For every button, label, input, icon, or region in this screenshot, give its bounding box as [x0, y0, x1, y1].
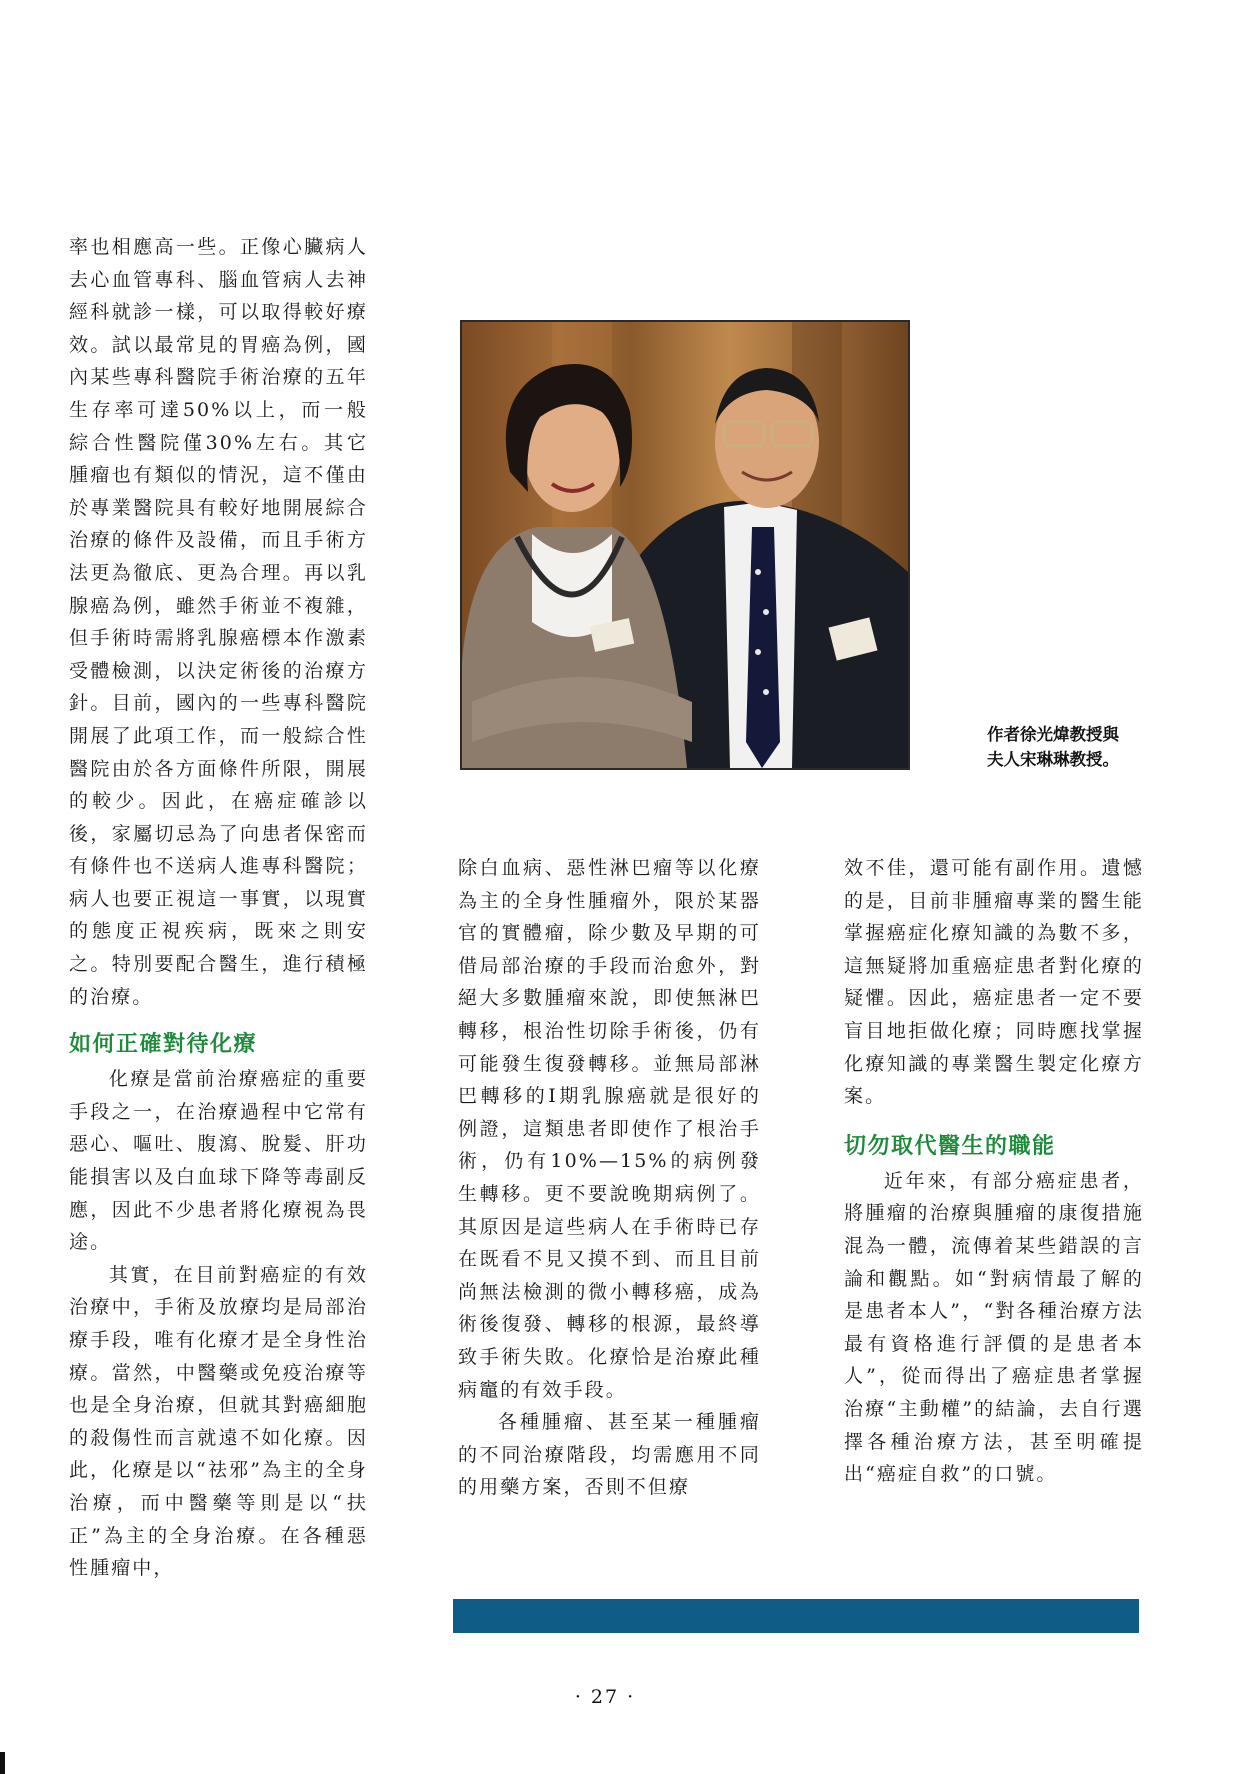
scan-corner-mark [0, 1752, 5, 1774]
middle-paragraph-2: 各種腫瘤、甚至某一種腫瘤的不同治療階段，均需應用不同的用藥方案，否則不但療 [458, 1411, 761, 1499]
left-column [69, 231, 368, 1585]
photo-caption [987, 722, 1157, 772]
left-paragraph-1: 化療是當前治療癌症的重要手段之一，在治療過程中它常有惡心、嘔吐、腹瀉、脫髮、肝功能損害以及白血球下降等毒副反應，因此不少患者將化療視為畏途。 [69, 1068, 368, 1254]
author-photo [460, 320, 910, 770]
right-paragraph-2: 近年來，有部分癌症患者，將腫瘤的治療與腫瘤的康復措施混為一體，流傳着某些錯誤的言論和觀點。如“對病情最了解的是患者本人”，“對各種治療方法最有資格進行評價的是患者本人”，從而得出了癌症患者掌握治療“主動權”的結論，去自行選擇各種治療方法，甚至明確提出“癌症自救”的口號。 [844, 1169, 1144, 1486]
middle-column [458, 852, 761, 1504]
left-paragraph-2: 其實，在目前對癌症的有效治療中，手術及放療均是局部治療手段，唯有化療才是全身性治療。當然，中醫藥或免疫治療等也是全身治療，但就其對癌細胞的殺傷性而言就遠不如化療。因此，化療是以“祛邪”為主的全身治療，而中醫藥等則是以“扶正”為主的全身治療。在各種惡性腫瘤中， [69, 1263, 368, 1580]
caption-line-1: 作者徐光煒教授與 [987, 725, 1119, 744]
left-intro-paragraph: 率也相應高一些。正像心臟病人去心血管專科、腦血管病人去神經科就診一樣，可以取得較好療效。試以最常見的胃癌為例，國內某些專科醫院手術治療的五年生存率可達50%以上，而一般綜合性醫院僅30%左右。其它腫瘤也有類似的情況，這不僅由於專業醫院具有較好地開展綜合治療的條件及設備，而且手術方法更為徹底、更為合理。再以乳腺癌為例，雖然手術並不複雜，但手術時需將乳腺癌標本作激素受體檢測，以決定術後的治療方針。目前，國內的一些專科醫院開展了此項工作，而一般綜合性醫院由於各方面條件所限，開展的較少。因此，在癌症確診以後，家屬切忌為了向患者保密而有條件也不送病人進專科醫院；病人也要正視這一事實，以現實的態度正視疾病，既來之則安之。特別要配合醫生，進行積極的治療。 [69, 236, 368, 1008]
right-paragraph-1: 效不佳，還可能有副作用。遺憾的是，目前非腫瘤專業的醫生能掌握癌症化療知識的為數不多，這無疑將加重癌症患者對化療的疑懼。因此，癌症患者一定不要盲目地拒做化療；同時應找掌握化療知識的專業醫生製定化療方案。 [844, 857, 1144, 1108]
middle-paragraph-1: 除白血病、惡性淋巴瘤等以化療為主的全身性腫瘤外，限於某器官的實體瘤，除少數及早期的可借局部治療的手段而治愈外，對絕大多數腫瘤來說，即使無淋巴轉移，根治性切除手術後，仍有可能發生復發轉移。並無局部淋巴轉移的I期乳腺癌就是很好的例證，這類患者即使作了根治手術，仍有10%—15%的病例發生轉移。更不要說晚期病例了。其原因是這些病人在手術時已存在既看不見又摸不到、而且目前尚無法檢測的微小轉移癌，成為術後復發、轉移的根源，最終導致手術失敗。化療恰是治療此種病竈的有效手段。 [458, 857, 761, 1401]
caption-line-2: 夫人宋琳琳教授。 [987, 750, 1119, 769]
author-photo-illustration [462, 322, 908, 768]
section-heading-doctor-role: 切勿取代醫生的職能 [844, 1133, 1056, 1159]
section-heading-chemotherapy: 如何正確對待化療 [69, 1032, 258, 1058]
decorative-blue-band [453, 1599, 1139, 1633]
page-number: · 27 · [574, 1686, 636, 1708]
right-column [844, 852, 1144, 1491]
